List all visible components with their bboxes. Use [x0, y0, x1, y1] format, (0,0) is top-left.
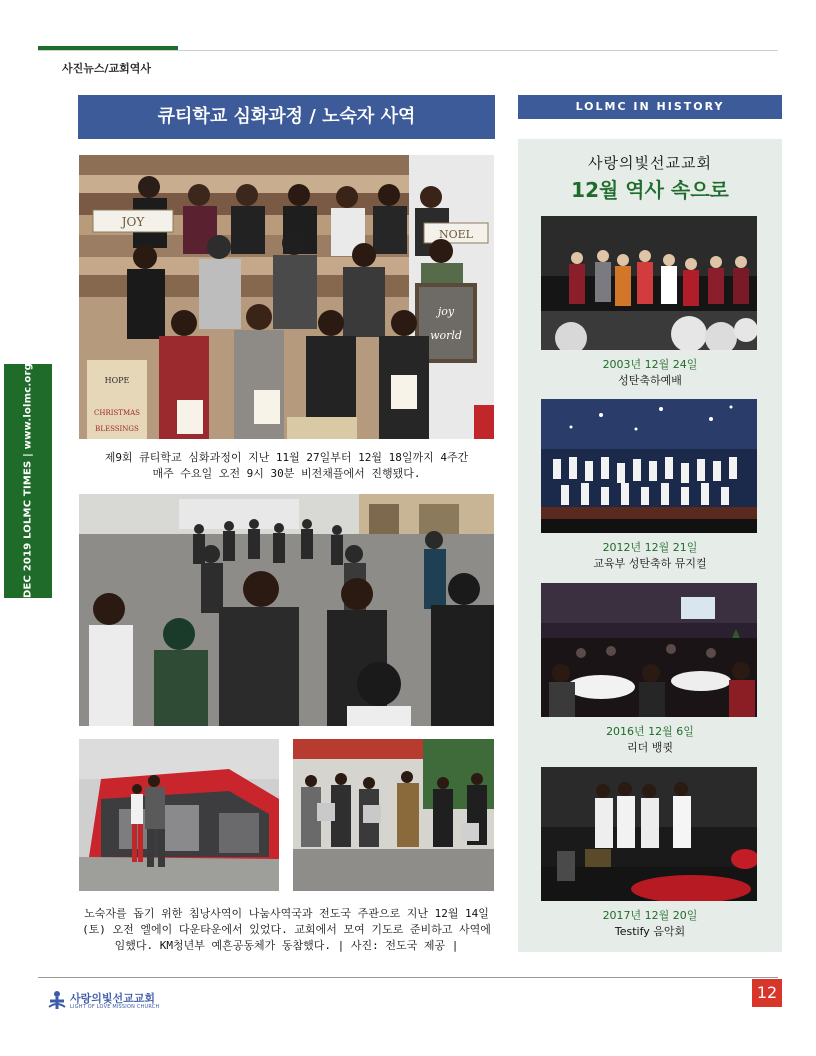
history-item-1-name: 성탄축하예배 [618, 374, 682, 387]
sign-joy: JOY [121, 215, 145, 229]
sign-world: world [430, 329, 462, 342]
footer-rule [38, 977, 778, 978]
caption-bible-study-line2: 매주 수요일 오전 9시 30분 비전채플에서 진행됐다. [152, 467, 421, 480]
caption-homeless-ministry [79, 906, 494, 954]
history-item-4-date: 2017년 12월 20일 [602, 909, 698, 922]
side-tab [4, 364, 52, 598]
church-logo-english: LIGHT OF LOVE MISSION CHURCH [70, 1004, 160, 1010]
history-item-1-date: 2003년 12월 24일 [602, 358, 698, 371]
history-item-2-date: 2012년 12월 21일 [602, 541, 698, 554]
caption-homeless-ministry-line2: (토) 오전 엘에이 다운타운에서 있었다. 교회에서 모여 기도로 준비하고 사역에 [82, 923, 491, 936]
sign-joy-to: joy [437, 305, 455, 318]
group-photo [79, 155, 494, 439]
caption-bible-study-line1: 제9회 큐티학교 심화과정이 지난 11월 27일부터 12월 18일까지 4주간 [104, 451, 469, 464]
church-logo-icon [46, 989, 68, 1011]
history-photo-musical [541, 399, 757, 533]
history-item-4-name: Testify 음악회 [614, 925, 686, 938]
sign-hope: HOPE [104, 376, 130, 385]
history-item-3-date: 2016년 12월 6일 [606, 725, 694, 738]
history-title-church: 사랑의빛선교교회 [588, 154, 712, 172]
outdoor-gathering-photo [79, 494, 494, 726]
church-logo-name: 사랑의빛선교교회 [70, 992, 156, 1005]
sign-christmas: CHRISTMAS [94, 409, 140, 417]
page-number: 12 [756, 983, 778, 1002]
caption-bible-study [79, 450, 494, 482]
caption-homeless-ministry-line1: 노숙자를 돕기 위한 침낭사역이 나눔사역국과 전도국 주관으로 지난 12월 14일 [84, 907, 489, 920]
history-photo-concert [541, 767, 757, 901]
street-group-photo [293, 739, 494, 891]
sign-noel: NOEL [439, 228, 473, 241]
history-item-2-name: 교육부 성탄축하 뮤지컬 [593, 557, 707, 570]
history-photo-christmas-service [541, 216, 757, 350]
article-title: 큐티학교 심화과정 / 노숙자 사역 [157, 106, 416, 127]
header-rule [38, 50, 778, 51]
history-banner-label: LOLMC IN HISTORY [575, 100, 725, 113]
history-item-3-name: 리더 뱅큇 [626, 741, 673, 754]
sign-blessings: BLESSINGS [95, 425, 139, 433]
caption-homeless-ministry-line3: 임했다. KM청년부 예흔공동체가 동참했다. | 사진: 전도국 제공 | [114, 939, 459, 952]
tent-photo [79, 739, 279, 891]
side-tab-text: DEC 2019 LOLMC TIMES | www.lolmc.org [22, 363, 34, 598]
history-photo-banquet [541, 583, 757, 717]
history-title: 12월 역사 속으로 [571, 178, 729, 202]
section-label: 사진뉴스/교회역사 [62, 62, 152, 75]
